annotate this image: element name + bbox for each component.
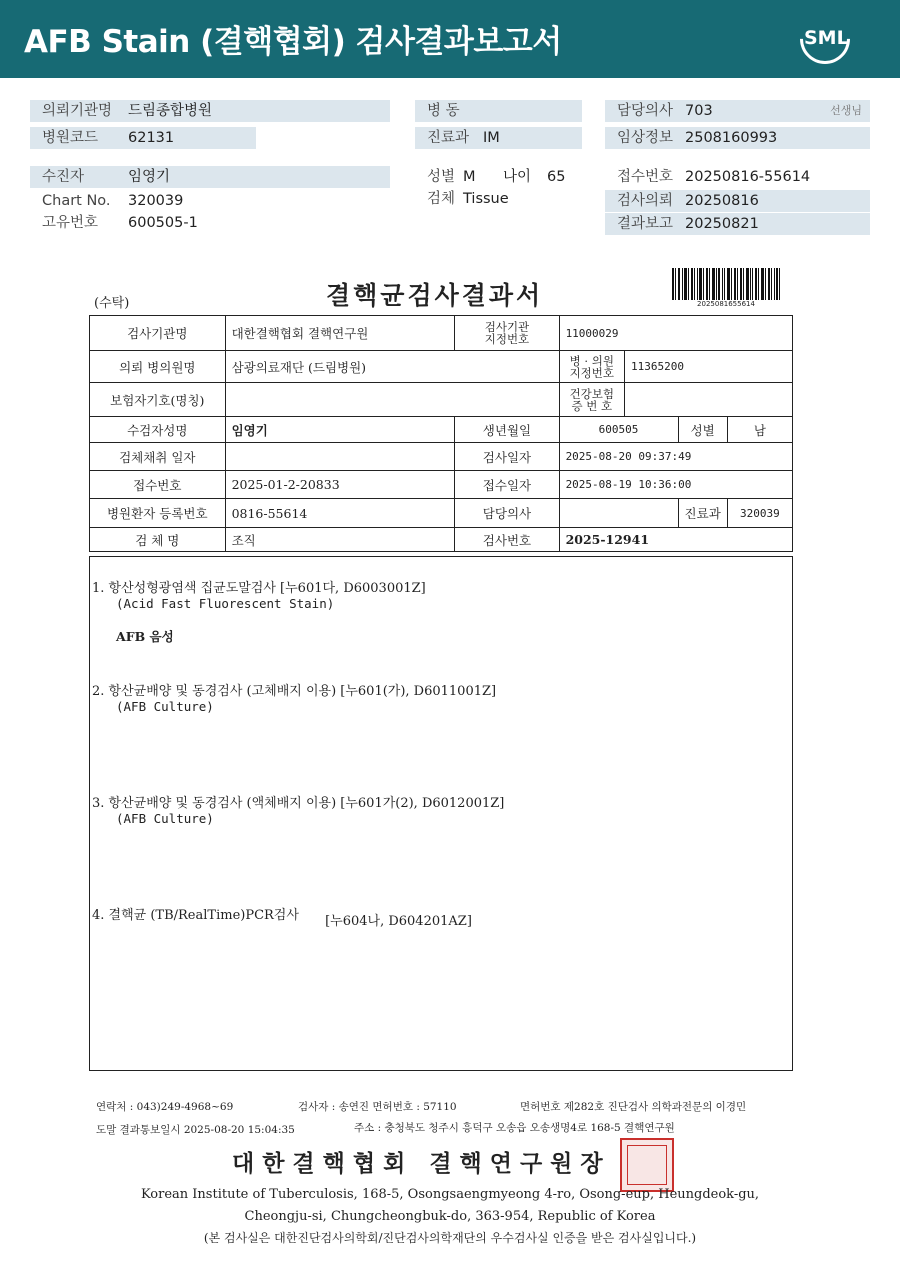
name-label: 수검자성명: [90, 417, 226, 443]
hospital-label: 의뢰기관명: [42, 103, 113, 119]
footer-tester: 검사자 : 송연진 면허번호 : 57110: [298, 1101, 457, 1113]
receipt-value: 20250816-55614: [685, 169, 811, 185]
age-label: 나이: [503, 169, 532, 185]
dob-value: 600505: [559, 417, 678, 443]
patient-row: [30, 166, 390, 188]
collect-value: [225, 443, 455, 471]
inst-no-label: 검사기관 지정번호: [455, 316, 559, 351]
result-item-4-code: [누604나, D604201AZ]: [325, 914, 472, 929]
report-table: [89, 315, 793, 552]
health-insurance-value: [625, 383, 793, 417]
dept-label: 진료과: [427, 130, 470, 146]
footer-license: 면허번호 제282호 진단검사 의학과전문의 이경민: [520, 1101, 747, 1113]
inst-label: 검사기관명: [90, 316, 226, 351]
dob-label: 생년월일: [455, 417, 559, 443]
sml-logo: [800, 14, 856, 64]
dept-label-cell: 진료과: [678, 499, 727, 528]
req-no-value: 11365200: [625, 351, 793, 383]
dept-value: IM: [483, 130, 500, 146]
doctor-value: 703: [685, 103, 713, 119]
ward-row: [415, 100, 582, 122]
specimen-value: Tissue: [463, 191, 509, 207]
footer-report-time: 도말 결과통보일시 2025-08-20 15:04:35: [96, 1124, 295, 1136]
report-label: 결과보고: [617, 216, 674, 232]
unique-label: 고유번호: [42, 215, 99, 231]
req-value: 삼광의료재단 (드림병원): [225, 351, 559, 383]
receipt-date-value: 2025-08-19 10:36:00: [559, 471, 792, 499]
specimen-name-value: 조직: [225, 528, 455, 552]
result-item-1-result: AFB 음성: [116, 629, 174, 644]
age-value: 65: [547, 169, 566, 185]
footer-contact: 연락처 : 043)249-4968~69: [96, 1101, 234, 1113]
institute-name: 대한결핵협회 결핵연구원장: [232, 1150, 611, 1177]
request-label: 검사의뢰: [617, 193, 674, 209]
header-bar: [0, 0, 900, 78]
clinical-value: 2508160993: [685, 130, 778, 146]
result-item-1-subtitle: (Acid Fast Fluorescent Stain): [116, 596, 335, 611]
inst-value: 대한결핵협회 결핵연구원: [225, 316, 455, 351]
specimen-row: [415, 188, 582, 210]
insurer-value: [225, 383, 559, 417]
result-item-1: [92, 577, 426, 611]
result-item-3: [92, 792, 504, 826]
req-label: 의뢰 병의원명: [90, 351, 226, 383]
sex-value-cell: 남: [727, 417, 792, 443]
result-item-4-title: 4. 결핵균 (TB/RealTime)PCR검사: [92, 908, 299, 923]
hospital-code-label: 병원코드: [42, 130, 99, 146]
name-value: 임영기: [225, 417, 455, 443]
result-item-4: [92, 904, 472, 929]
collect-label: 검체채취 일자: [90, 443, 226, 471]
insurer-label: 보험자기호(명칭): [90, 383, 226, 417]
reg-value: 0816-55614: [225, 499, 455, 528]
inst-no-value: 11000029: [559, 316, 792, 351]
clinical-row: [605, 127, 870, 149]
receipt-date-label: 접수일자: [455, 471, 559, 499]
result-item-2: [92, 680, 496, 714]
receipt-row: [605, 166, 870, 188]
certification-note: (본 검사실은 대한진단검사의학회/진단검사의학재단의 우수검사실 인증을 받은 검사실입니다.): [203, 1231, 697, 1245]
unique-value: 600505-1: [128, 215, 198, 231]
sex-age-row: [415, 166, 582, 188]
chart-value: 320039: [128, 193, 184, 209]
hospital-row: [30, 100, 390, 122]
patient-value: 임영기: [128, 169, 171, 185]
receipt-no-value: 2025-01-2-20833: [225, 471, 455, 499]
test-no-label: 검사번호: [455, 528, 559, 552]
report-value: 20250821: [685, 216, 759, 232]
sex-label: 성별: [427, 169, 456, 185]
receipt-label: 접수번호: [617, 169, 674, 185]
req-no-label: 병 · 의원 지정번호: [559, 351, 624, 383]
clinical-label: 임상정보: [617, 130, 674, 146]
specimen-name-label: 검 체 명: [90, 528, 226, 552]
doctor-suffix: 선생님: [830, 104, 862, 117]
result-item-1-title: 1. 항산성형광염색 집균도말검사 [누601다, D6003001Z]: [92, 581, 426, 596]
test-date-value: 2025-08-20 09:37:49: [559, 443, 792, 471]
doctor-value-cell: [559, 499, 678, 528]
test-no-value: 2025-12941: [559, 528, 792, 552]
report-title: 결핵균검사결과서: [326, 281, 544, 310]
barcode-image: [672, 268, 780, 300]
test-date-label: 검사일자: [455, 443, 559, 471]
patient-label: 수진자: [42, 169, 85, 185]
receipt-no-label: 접수번호: [90, 471, 226, 499]
sex-label-cell: 성별: [678, 417, 727, 443]
health-insurance-label: 건강보험 증 번 호: [559, 383, 624, 417]
dept-value-cell: 320039: [727, 499, 792, 528]
result-item-2-title: 2. 항산균배양 및 동경검사 (고체배지 이용) [누601(가), D6011001Z]: [92, 684, 497, 699]
result-item-3-title: 3. 항산균배양 및 동경검사 (액체배지 이용) [누601가(2), D6012001Z]: [92, 796, 505, 811]
doctor-row: [605, 100, 870, 122]
unique-row: [30, 212, 390, 234]
chart-row: [30, 190, 390, 212]
doctor-label: 담당의사: [617, 103, 674, 119]
specimen-label: 검체: [427, 191, 456, 207]
page-title: AFB Stain (결핵협회) 검사결과보고서: [24, 24, 562, 60]
result-item-2-subtitle: (AFB Culture): [116, 699, 214, 714]
barcode-number: 2025081655614: [697, 300, 755, 308]
official-seal-icon: [620, 1138, 674, 1192]
doctor-label-cell: 담당의사: [455, 499, 559, 528]
address-en-line-2: Cheongju-si, Chungcheongbuk-do, 363-954, Republic of Korea: [244, 1209, 656, 1224]
hospital-value: 드림종합병원: [128, 103, 213, 119]
hospital-code-value: 62131: [128, 130, 175, 146]
footer-address-kr: 주소 : 충청북도 청주시 흥덕구 오송읍 오송생명4로 168-5 결핵연구원: [354, 1122, 675, 1134]
result-item-3-subtitle: (AFB Culture): [116, 811, 214, 826]
dept-row: [415, 127, 582, 149]
hospital-code-row: [30, 127, 256, 149]
chart-label: Chart No.: [42, 193, 111, 209]
results-box: [89, 556, 793, 1071]
request-value: 20250816: [685, 193, 759, 209]
sex-value: M: [463, 169, 476, 185]
address-en-line-1: Korean Institute of Tuberculosis, 168-5, Osongsaengmyeong 4-ro, Osong-eup, Heungdeok-gu,: [140, 1187, 760, 1202]
ward-label: 병 동: [427, 103, 460, 119]
request-row: [605, 190, 870, 212]
logo-text: SML: [804, 27, 849, 49]
consignment-label: (수탁): [94, 296, 130, 311]
reg-label: 병원환자 등록번호: [90, 499, 226, 528]
report-row: [605, 213, 870, 235]
